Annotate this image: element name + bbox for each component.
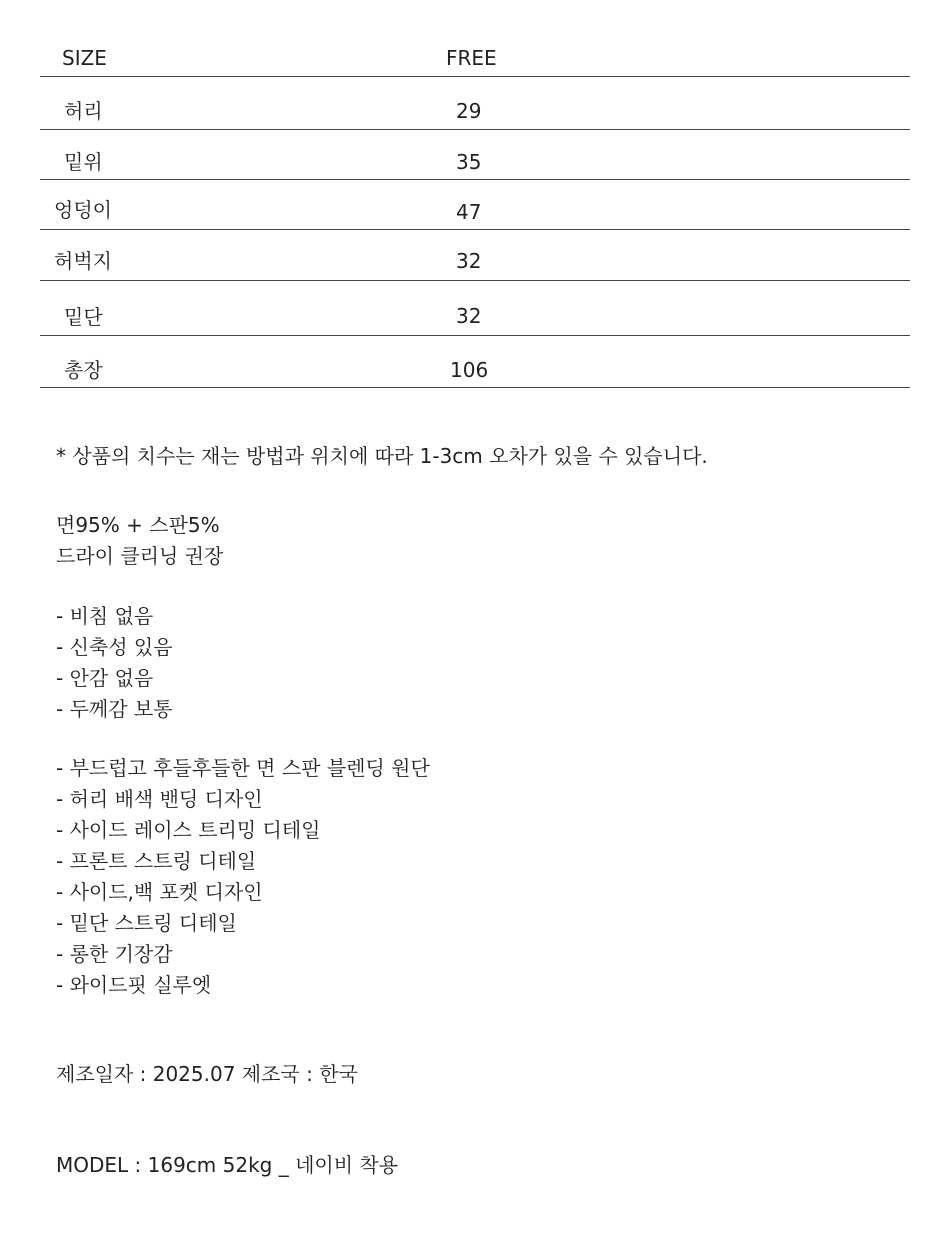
list-item: - 밑단 스트링 디테일 [56, 911, 237, 935]
note-text: * 상품의 치수는 재는 방법과 위치에 따라 1-3cm 오차가 있을 수 있습니다. [56, 444, 708, 468]
list-item: - 롱한 기장감 [56, 942, 173, 966]
size-table-header [40, 40, 910, 77]
size-row-label: 허리 [64, 99, 103, 123]
list-item: - 부드럽고 후들후들한 면 스판 블렌딩 원단 [56, 756, 430, 780]
size-row-rise [40, 130, 910, 180]
size-table [40, 40, 910, 388]
size-row-value: 32 [456, 249, 482, 273]
size-row-length [40, 336, 910, 388]
list-item: - 신축성 있음 [56, 635, 173, 659]
list-item: - 두께감 보통 [56, 697, 173, 721]
size-row-value: 47 [456, 200, 482, 224]
size-row-hip [40, 180, 910, 230]
list-item: - 허리 배색 밴딩 디자인 [56, 787, 263, 811]
size-header-label: SIZE [62, 46, 107, 70]
manufacture-text: 제조일자 : 2025.07 제조국 : 한국 [56, 1062, 358, 1086]
manufacture-info [56, 1059, 358, 1090]
model-text: MODEL : 169cm 52kg _ 네이비 착용 [56, 1153, 399, 1177]
material-line: 면95% + 스판5% [56, 513, 220, 537]
size-header-value: FREE [446, 46, 497, 70]
size-row-thigh [40, 230, 910, 281]
list-item: - 비침 없음 [56, 604, 154, 628]
list-item: - 프론트 스트링 디테일 [56, 849, 257, 873]
list-item: - 와이드핏 실루엣 [56, 973, 212, 997]
properties-list [56, 601, 173, 725]
size-row-value: 29 [456, 99, 482, 123]
size-row-label: 엉덩이 [54, 198, 112, 222]
measurement-note [56, 441, 708, 472]
size-row-label: 밑단 [64, 305, 103, 329]
size-row-waist [40, 77, 910, 130]
material-block [56, 510, 223, 572]
size-row-label: 총장 [64, 358, 103, 382]
features-list [56, 753, 430, 1001]
size-row-value: 35 [456, 150, 482, 174]
model-info [56, 1150, 398, 1181]
size-row-value: 106 [450, 358, 489, 382]
size-row-value: 32 [456, 304, 482, 328]
size-row-label: 허벅지 [54, 249, 112, 273]
size-row-label: 밑위 [64, 150, 103, 174]
list-item: - 사이드 레이스 트리밍 디테일 [56, 818, 321, 842]
care-line: 드라이 클리닝 권장 [56, 544, 224, 568]
list-item: - 안감 없음 [56, 666, 154, 690]
list-item: - 사이드,백 포켓 디자인 [56, 880, 263, 904]
size-row-hem [40, 281, 910, 336]
